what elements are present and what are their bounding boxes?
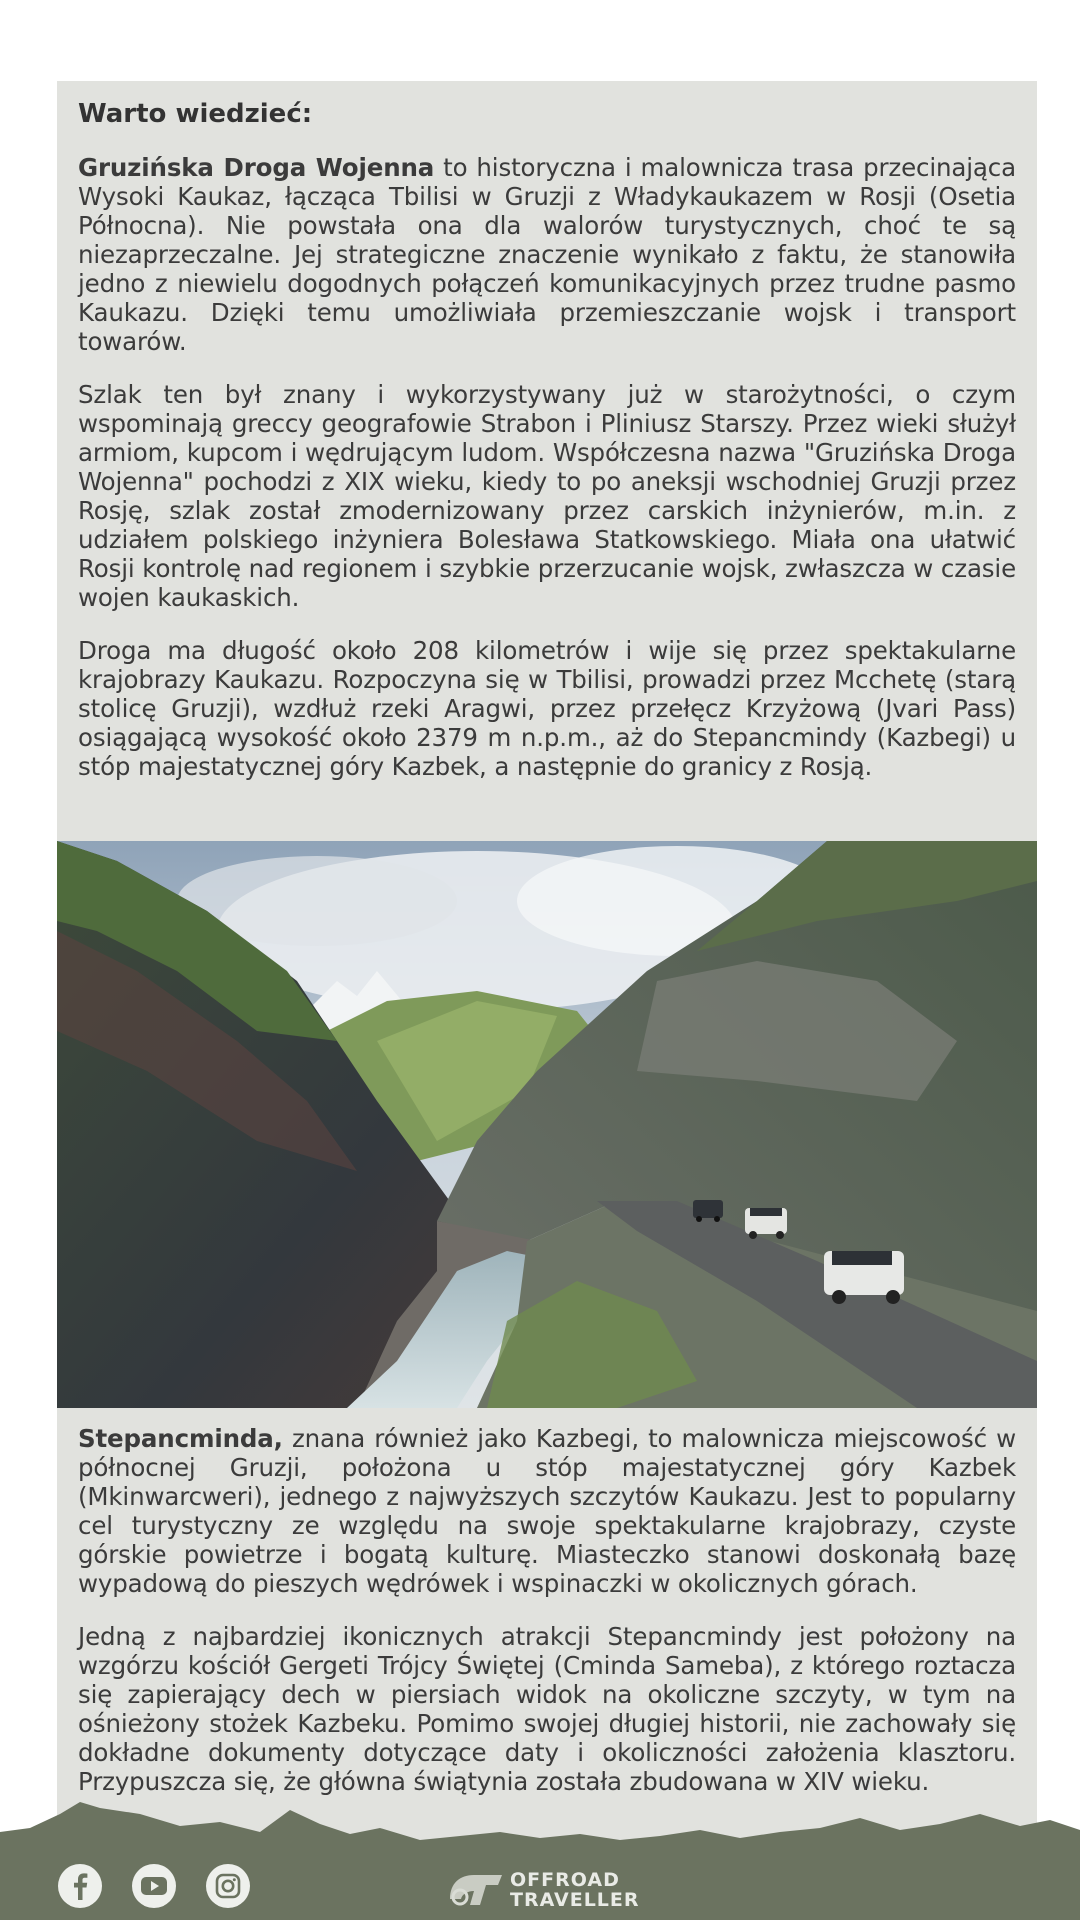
paragraph-3-text: Droga ma długość około 208 kilometrów i wije się przez spektakularne krajobrazy Kaukazu. Rozpoczyna się w Tbilisi, prowadzi przez Mcchetę (starą stolicę Gruzji), wzdłuż rzeki Aragwi, przez przełęcz Krzyżową (Jvari Pass) osiągającą wysokość około 2379 m n.p.m., aż do Stepancmindy (Kazbegi) u stóp majestatycznej góry Kazbek, a następnie do granicy z Rosją. (78, 636, 1016, 781)
mountain-road-photo (57, 841, 1037, 1408)
paragraph-2-text: Szlak ten był znany i wykorzystywany już w starożytności, o czym wspominają greccy geografowie Strabon i Pliniusz Starszy. Przez wieki służył armiom, kupcom i wędrującym ludom. Współczesna nazwa "Gruzińska Droga Wojenna" pochodzi z XIX wieku, kiedy to po aneksji wschodniej Gruzji przez Rosję, szlak został zmodernizowany przez carskich inżynierów, m.in. z udziałem polskiego inżyniera Bolesława Statkowskiego. Miała ona ułatwić Rosji kontrolę nad regionem i szybkie przerzucanie wojsk, zwłaszcza w czasie wojen kaukaskich. (78, 380, 1016, 612)
paragraph-3 (78, 636, 1016, 781)
logo-line-1: OFFROAD (510, 1869, 620, 1891)
paragraph-2 (78, 380, 1016, 612)
logo-text (510, 1870, 640, 1910)
logo-mark-icon (446, 1869, 506, 1911)
paragraph-1 (78, 153, 1016, 356)
paragraph-1-bold: Gruzińska Droga Wojenna (78, 153, 435, 182)
paragraph-1-text: to historyczna i malownicza trasa przecinająca Wysoki Kaukaz, łącząca Tbilisi w Gruzji z Władykaukazem w Rosji (Osetia Północna). Nie powstała ona dla walorów turystycznych, choć te są niezaprzeczalne. Jej strategiczne znaczenie wynikało z faktu, że stanowiła jedno z niewielu dogodnych połączeń komunikacyjnych przez trudne pasmo Kaukazu. Dzięki temu umożliwiała przemieszczanie wojsk i transport towarów. (78, 153, 1016, 356)
paragraph-4 (78, 1424, 1016, 1598)
paragraph-4-text: znana również jako Kazbegi, to malownicza miejscowość w północnej Gruzji, położona u stóp majestatycznej góry Kazbek (Mkinwarcweri), jednego z najwyższych szczytów Kaukazu. Jest to popularny cel turystyczny ze względu na swoje spektakularne krajobrazy, czyste górskie powietrze i bogatą kulturę. Miasteczko stanowi doskonałą bazę wypadową do pieszych wędrówek i wspinaczki w okolicznych górach. (78, 1424, 1016, 1598)
paragraph-5-text: Jedną z najbardziej ikonicznych atrakcji Stepancmindy jest położony na wzgórzu kościół Gergeti Trójcy Świętej (Cminda Sameba), z którego roztacza się zapierający dech w piersiach widok na okoliczne szczyty, w tym na ośnieżony stożek Kazbeku. Pomimo swojej długiej historii, nie zachowały się dokładne dokumenty dotyczące daty i okoliczności założenia klasztoru. Przypuszcza się, że główna świątynia została zbudowana w XIV wieku. (78, 1622, 1016, 1796)
instagram-icon[interactable] (205, 1863, 251, 1909)
youtube-icon[interactable] (131, 1863, 177, 1909)
logo-line-2: TRAVELLER (510, 1889, 640, 1911)
section-heading: Warto wiedzieć: (78, 99, 313, 129)
facebook-icon[interactable] (57, 1863, 103, 1909)
paragraph-4-bold: Stepancminda, (78, 1424, 283, 1453)
intro-section (78, 98, 1016, 805)
stepancminda-section (78, 1424, 1016, 1820)
paragraph-5 (78, 1622, 1016, 1796)
